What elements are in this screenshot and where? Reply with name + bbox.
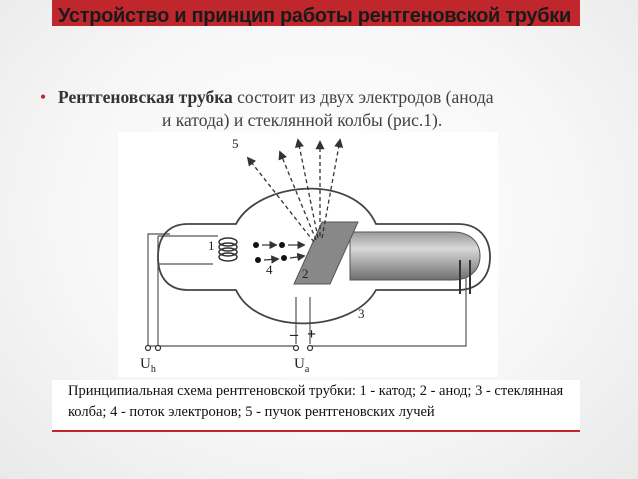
bullet-bold-term: Рентгеновская трубка	[58, 87, 233, 107]
bullet-text-line2: и катода) и стеклянной колбы (рис.1).	[162, 110, 443, 130]
figure-caption: Принципиальная схема рентгеновской трубки: 1 - катод; 2 - анод; 3 - стеклянная колба; 4 - поток электронов; 5 - пучок рентгеновских лучей	[68, 383, 564, 420]
cathode-coil	[219, 238, 237, 261]
slide-title: Устройство и принцип работы рентгеновской трубки	[58, 5, 571, 27]
plus-sign: +	[307, 326, 317, 343]
bullet-text	[58, 86, 618, 109]
label-anode: 2	[302, 266, 309, 281]
xray-tube-diagram	[118, 132, 498, 377]
label-bulb: 3	[358, 306, 365, 321]
label-electrons: 4	[266, 262, 273, 277]
minus-sign: –	[290, 326, 298, 343]
bullet-dot: •	[40, 87, 47, 107]
caption-underline	[52, 430, 580, 432]
label-rays: 5	[232, 136, 239, 151]
xray-tube-svg	[118, 132, 498, 377]
voltage-uh: $U_h$	[140, 356, 156, 375]
voltage-ua: $U_a$	[294, 356, 310, 375]
label-cathode: 1	[208, 238, 215, 253]
bullet-text-line1: состоит из двух электродов (анода	[232, 87, 494, 107]
